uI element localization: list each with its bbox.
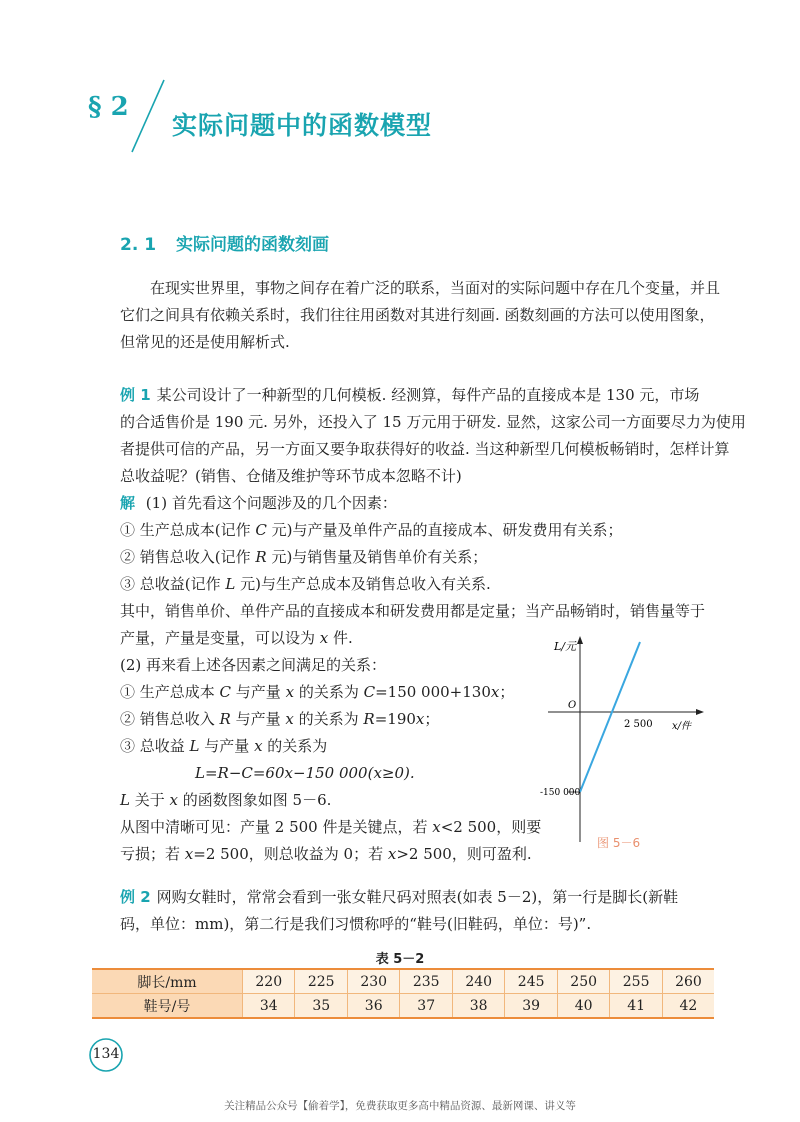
solution-middle-line-2: 产量，产量是变量，可以设为 x 件. bbox=[120, 629, 353, 647]
section-divider bbox=[128, 78, 168, 154]
table-cell: 34 bbox=[243, 994, 295, 1019]
table-cell: 260 bbox=[662, 969, 714, 994]
intro-line-1: 在现实世界里，事物之间存在着广泛的联系，当面对的实际问题中存在几个变量，并且 bbox=[150, 279, 721, 297]
x-tick-label: 2 500 bbox=[624, 719, 653, 730]
subsection-heading bbox=[120, 230, 329, 255]
profit-line bbox=[580, 642, 640, 792]
intro-line-3: 但常见的还是使用解析式. bbox=[120, 333, 290, 351]
page-number: 134 bbox=[92, 1046, 120, 1062]
example-2-line-1 bbox=[120, 884, 678, 911]
solution-middle-line-1: 其中，销售单价、单件产品的直接成本和研发费用都是定量；当产品畅销时，销售量等于 bbox=[120, 602, 706, 620]
solution-label: 解 bbox=[120, 494, 136, 512]
relation-1: ① 生产总成本 C 与产量 x 的关系为 C=150 000+130x； bbox=[120, 683, 515, 701]
profit-function-graph bbox=[540, 632, 710, 852]
table-cell: 240 bbox=[452, 969, 504, 994]
relation-2: ② 销售总收入 R 与产量 x 的关系为 R=190x； bbox=[120, 710, 440, 728]
table-cell: 250 bbox=[557, 969, 609, 994]
table-cell: 235 bbox=[400, 969, 452, 994]
example-1-line-3: 者提供可信的产品，另一方面又要争取获得好的收益. 当这种新型几何模板畅销时，怎样计算 bbox=[120, 440, 730, 458]
example-1-text: 某公司设计了一种新型的几何模板. 经测算，每件产品的直接成本是 130 元，市场 bbox=[156, 386, 700, 404]
table-caption: 表 5－2 bbox=[375, 952, 425, 967]
relation-3: ③ 总收益 L 与产量 x 的关系为 bbox=[120, 737, 328, 755]
table-row-shoe-size bbox=[92, 994, 714, 1019]
shoe-size-table bbox=[92, 968, 714, 1019]
table-cell: 37 bbox=[400, 994, 452, 1019]
example-1-line-4: 总收益呢？(销售、仓储及维护等环节成本忽略不计) bbox=[120, 467, 462, 485]
example-1-label: 例 1 bbox=[120, 386, 151, 404]
section-number: § 2 bbox=[88, 92, 129, 122]
table-row-header: 脚长/mm bbox=[92, 969, 243, 994]
table-cell: 40 bbox=[557, 994, 609, 1019]
table-cell: 42 bbox=[662, 994, 714, 1019]
intro-line-2: 它们之间具有依赖关系时，我们往往用函数对其进行刻画. 函数刻画的方法可以使用图象， bbox=[120, 306, 715, 324]
table-cell: 230 bbox=[347, 969, 399, 994]
table-cell: 220 bbox=[243, 969, 295, 994]
example-1-line-2: 的合适售价是 190 元. 另外，还投入了 15 万元用于研发. 显然，这家公司一方面要尽力为使用 bbox=[120, 413, 746, 431]
example-2-text: 网购女鞋时，常常会看到一张女鞋尺码对照表(如表 5－2)，第一行是脚长(新鞋 bbox=[156, 888, 679, 906]
origin-label: O bbox=[568, 700, 577, 711]
table-row-foot-length bbox=[92, 969, 714, 994]
x-axis-label: x/件 bbox=[672, 721, 692, 732]
conclusion-line-2: 亏损；若 x=2 500，则总收益为 0；若 x>2 500，则可盈利. bbox=[120, 845, 532, 863]
x-axis-arrow bbox=[696, 709, 704, 715]
conclusion-line-1: 从图中清晰可见：产量 2 500 件是关键点，若 x<2 500，则要 bbox=[120, 818, 542, 836]
example-2-line-2: 码，单位：mm)，第二行是我们习惯称呼的“鞋号(旧鞋码，单位：号)”. bbox=[120, 915, 592, 933]
solution-step-1 bbox=[120, 490, 397, 517]
table-cell: 225 bbox=[295, 969, 347, 994]
subsection-number: 2. 1 bbox=[120, 235, 157, 255]
figure-caption: 图 5－6 bbox=[597, 836, 641, 850]
table-cell: 35 bbox=[295, 994, 347, 1019]
solution-step-2: (2) 再来看上述各因素之间满足的关系： bbox=[120, 656, 387, 674]
subsection-title: 实际问题的函数刻画 bbox=[176, 235, 330, 255]
y-axis-label: L/元 bbox=[554, 640, 577, 653]
table-row-header: 鞋号/号 bbox=[92, 994, 243, 1019]
factor-1: ① 生产总成本(记作 C 元)与产量及单件产品的直接成本、研发费用有关系； bbox=[120, 521, 623, 539]
y-axis-arrow bbox=[577, 636, 583, 644]
equation: L=R−C=60x−150 000(x≥0). bbox=[195, 764, 415, 782]
y-tick-label: -150 000 bbox=[540, 788, 581, 798]
example-2-label: 例 2 bbox=[120, 888, 151, 906]
table-cell: 39 bbox=[505, 994, 557, 1019]
solution-step-1-text: (1) 首先看这个问题涉及的几个因素： bbox=[145, 494, 397, 512]
graph-reference: L 关于 x 的函数图象如图 5－6. bbox=[120, 791, 332, 809]
example-1-line-1 bbox=[120, 382, 699, 409]
table-cell: 245 bbox=[505, 969, 557, 994]
table-cell: 38 bbox=[452, 994, 504, 1019]
table-cell: 255 bbox=[610, 969, 662, 994]
factor-2: ② 销售总收入(记作 R 元)与销售量及销售单价有关系； bbox=[120, 548, 488, 566]
footer-note: 关注精品公众号【偷着学】，免费获取更多高中精品资源、最新网课、讲义等 bbox=[224, 1100, 576, 1112]
table-cell: 36 bbox=[347, 994, 399, 1019]
section-title: 实际问题中的函数模型 bbox=[172, 111, 433, 140]
factor-3: ③ 总收益(记作 L 元)与生产总成本及销售总收入有关系. bbox=[120, 575, 491, 593]
table-cell: 41 bbox=[610, 994, 662, 1019]
